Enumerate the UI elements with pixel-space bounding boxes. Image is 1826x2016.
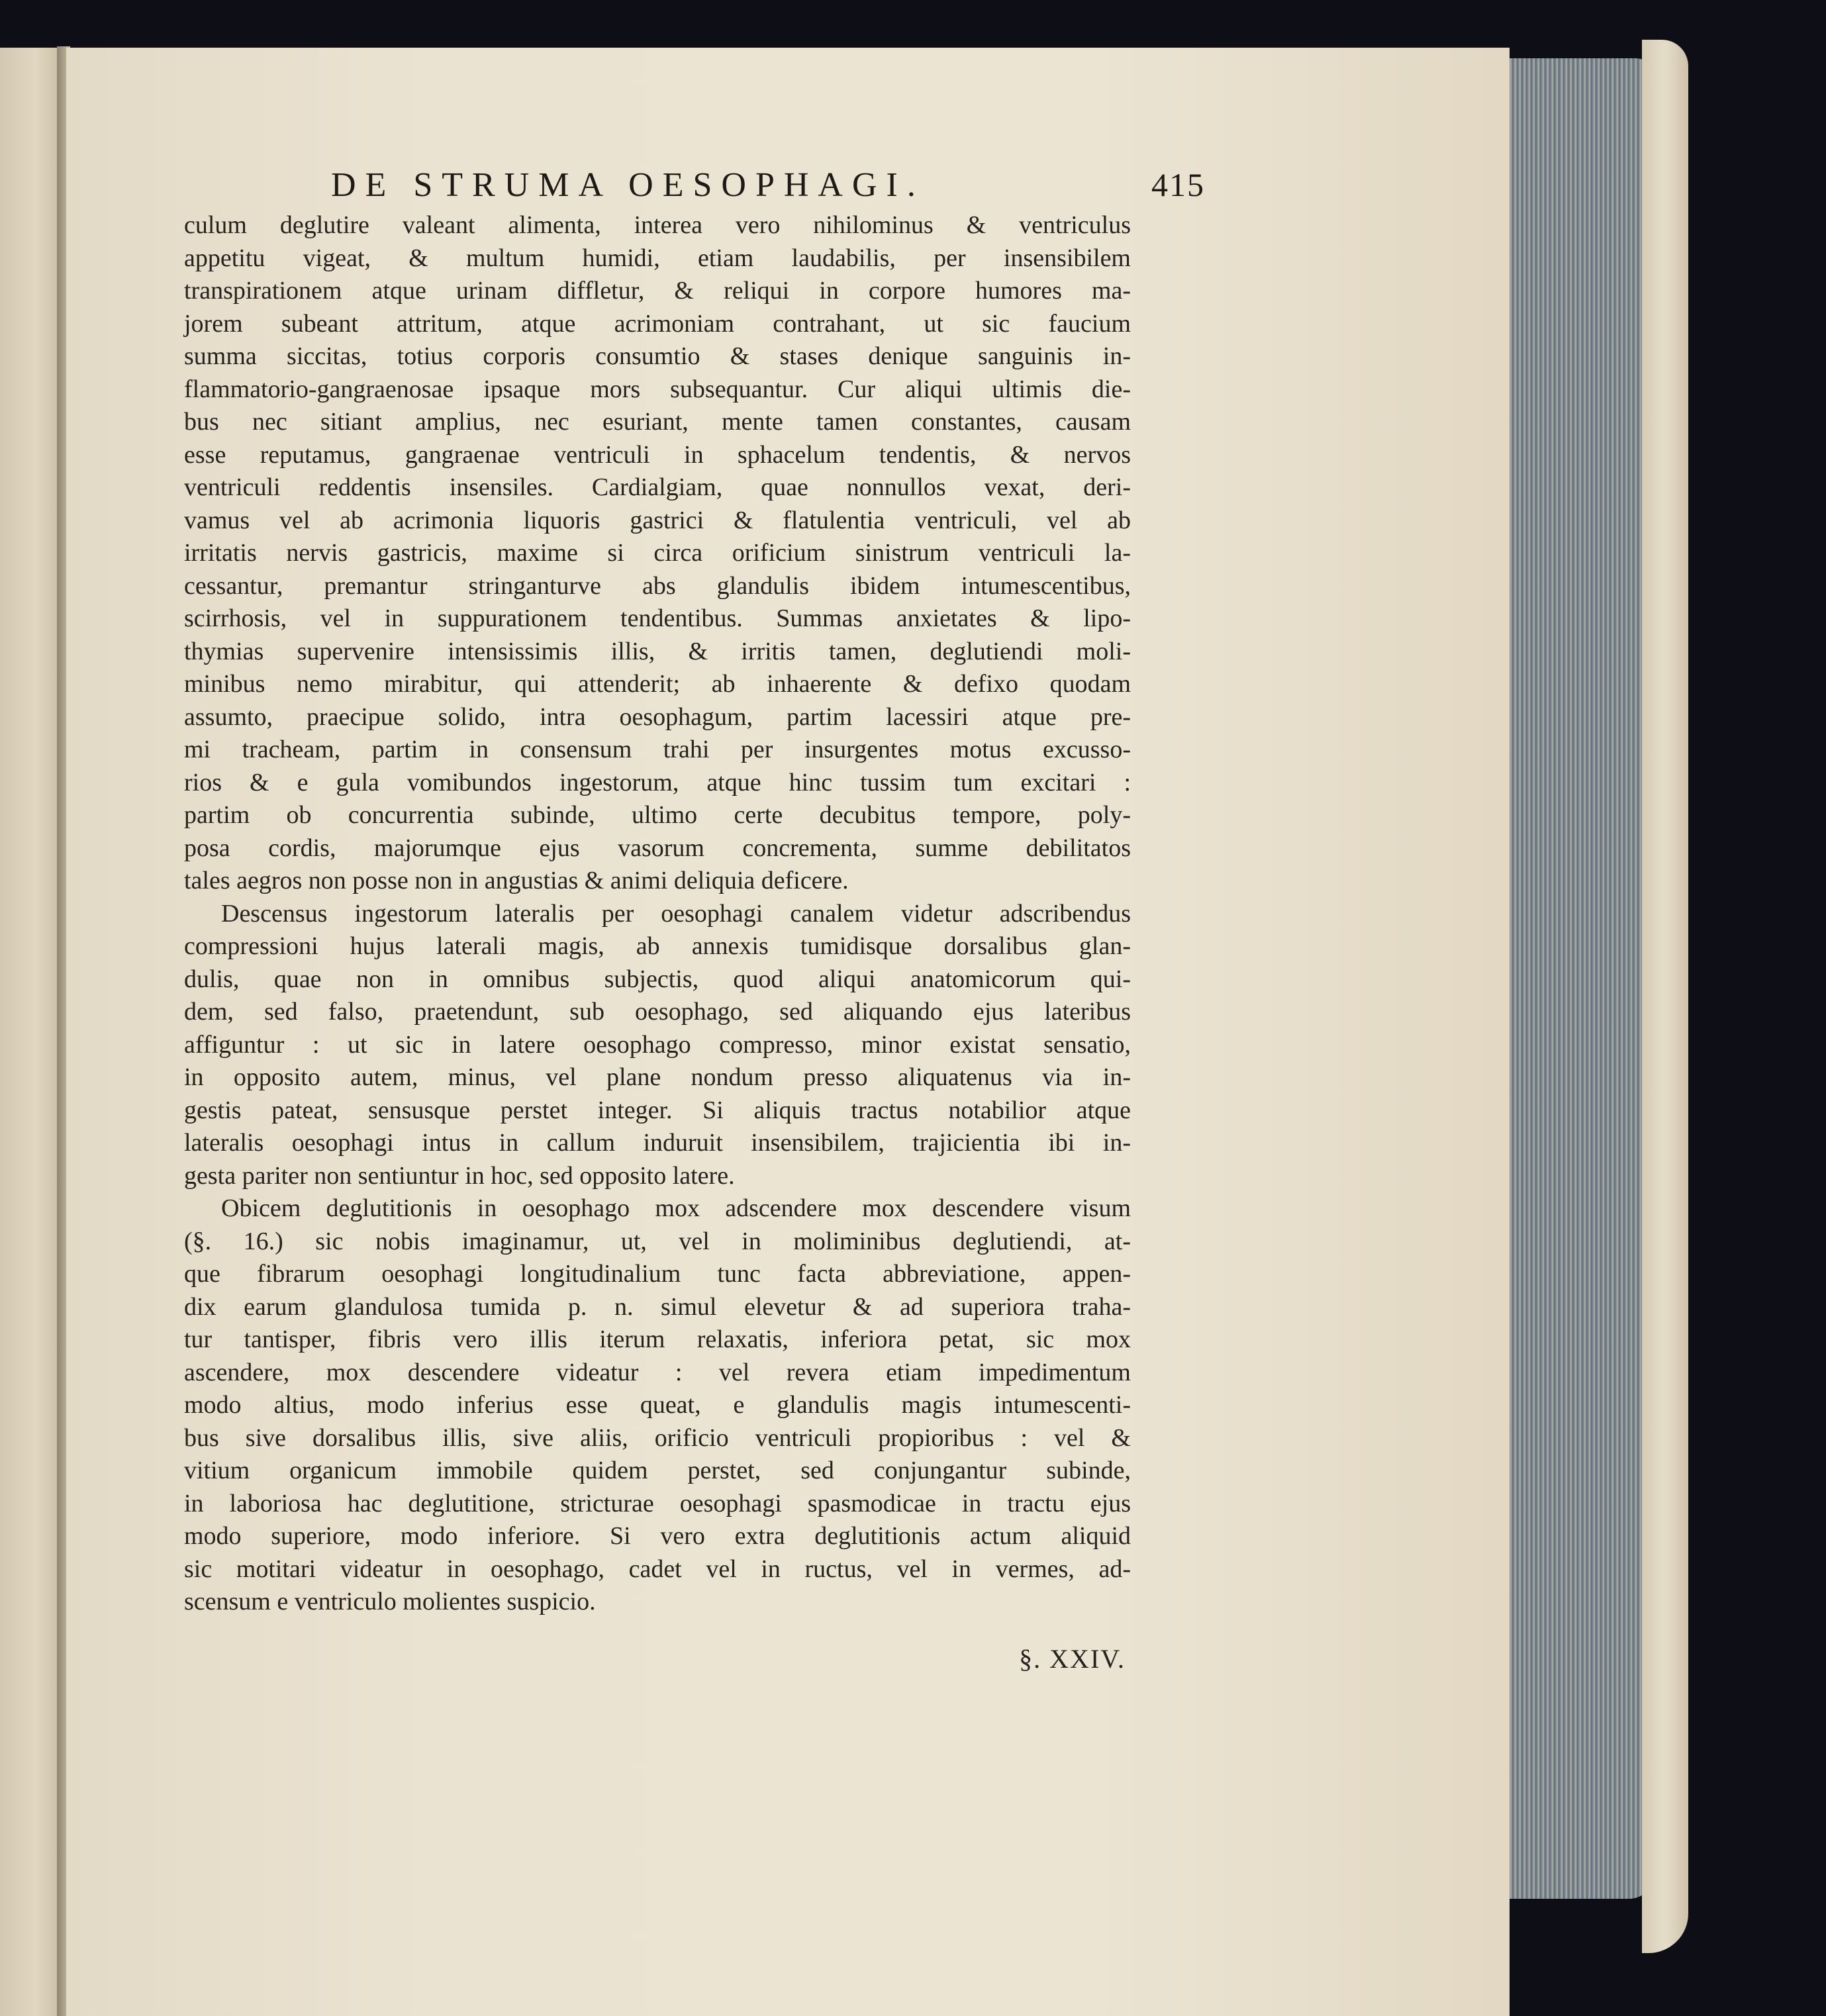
text-line: modo superiore, modo inferiore. Si vero extra deglutitionis actum aliquid: [184, 1522, 1131, 1550]
text-line: appetitu vigeat, & multum humidi, etiam laudabilis, per insensibilem: [184, 244, 1131, 272]
text-line: flammatorio-gangraenosae ipsaque mors subsequantur. Cur aliqui ultimis die-: [184, 375, 1131, 403]
page-block-edges: [1503, 58, 1655, 1899]
page-number: 415: [1151, 166, 1205, 203]
text-line: ventriculi reddentis insensiles. Cardialgiam, quae nonnullos vexat, deri-: [184, 473, 1131, 501]
text-line: minibus nemo mirabitur, qui attenderit; ab inhaerente & defixo quodam: [184, 670, 1131, 698]
text-line: bus sive dorsalibus illis, sive aliis, orificio ventriculi propioribus : vel &: [184, 1423, 1131, 1452]
text-line: scensum e ventriculo molientes suspicio.: [184, 1588, 596, 1615]
text-line: rios & e gula vomibundos ingestorum, atque hinc tussim tum excitari :: [184, 768, 1131, 796]
text-line: summa siccitas, totius corporis consumtio & stases denique sanguinis in-: [184, 342, 1131, 370]
text-line: ascendere, mox descendere videatur : vel revera etiam impedimentum: [184, 1358, 1131, 1386]
text-line: dix earum glandulosa tumida p. n. simul elevetur & ad superiora traha-: [184, 1292, 1131, 1321]
text-line: cessantur, premantur stringanturve abs glandulis ibidem intumescentibus,: [184, 571, 1131, 600]
catchword: §. XXIV.: [1019, 1644, 1126, 1674]
body-text: [184, 209, 1131, 1619]
text-line: bus nec sitiant amplius, nec esuriant, mente tamen constantes, causam: [184, 408, 1131, 436]
text-line: transpirationem atque urinam diffletur, & reliqui in corpore humores ma-: [184, 277, 1131, 305]
text-line: thymias supervenire intensissimis illis, & irritis tamen, deglutiendi moli-: [184, 637, 1131, 665]
text-line: in opposito autem, minus, vel plane nondum presso aliquatenus via in-: [184, 1063, 1131, 1091]
running-head-title: DE STRUMA OESOPHAGI.: [331, 166, 925, 204]
text-line: Descensus ingestorum lateralis per oesophagi canalem videtur adscribendus: [221, 899, 1131, 928]
text-line: affiguntur : ut sic in latere oesophago compresso, minor existat sensatio,: [184, 1030, 1131, 1059]
running-head: [331, 166, 1205, 212]
text-line: culum deglutire valeant alimenta, interea vero nihilominus & ventriculus: [184, 211, 1131, 239]
text-line: mi tracheam, partim in consensum trahi per insurgentes motus excusso-: [184, 736, 1131, 763]
text-line: assumto, praecipue solido, intra oesophagum, partim lacessiri atque pre-: [184, 702, 1131, 731]
text-line: que fibrarum oesophagi longitudinalium tunc facta abbreviatione, appen-: [184, 1260, 1131, 1288]
text-line: sic motitari videatur in oesophago, cadet vel in ructus, vel in vermes, ad-: [184, 1555, 1131, 1583]
text-line: gesta pariter non sentiuntur in hoc, sed opposito latere.: [184, 1161, 735, 1190]
book-cover-board: [1642, 40, 1688, 1953]
text-line: compressioni hujus laterali magis, ab annexis tumidisque dorsalibus glan-: [184, 932, 1131, 960]
text-line: modo altius, modo inferius esse queat, e glandulis magis intumescenti-: [184, 1391, 1131, 1419]
text-line: in laboriosa hac deglutitione, stricturae oesophagi spasmodicae in tractu ejus: [184, 1489, 1131, 1517]
text-line: vitium organicum immobile quidem perstet, sed conjungantur subinde,: [184, 1457, 1131, 1484]
text-line: Obicem deglutitionis in oesophago mox adscendere mox descendere visum: [221, 1194, 1131, 1222]
text-line: gestis pateat, sensusque perstet integer. Si aliquis tractus notabilior atque: [184, 1096, 1131, 1124]
text-line: irritatis nervis gastricis, maxime si circa orificium sinistrum ventriculi la-: [184, 539, 1131, 567]
text-line: esse reputamus, gangraenae ventriculi in sphacelum tendentis, & nervos: [184, 440, 1131, 469]
text-line: jorem subeant attritum, atque acrimoniam contrahant, ut sic faucium: [184, 309, 1131, 338]
text-line: (§. 16.) sic nobis imaginamur, ut, vel in moliminibus deglutiendi, at-: [184, 1227, 1131, 1255]
text-line: dulis, quae non in omnibus subjectis, quod aliqui anatomicorum qui-: [184, 965, 1131, 993]
text-line: vamus vel ab acrimonia liquoris gastrici & flatulentia ventriculi, vel ab: [184, 506, 1131, 534]
text-line: tur tantisper, fibris vero illis iterum relaxatis, inferiora petat, sic mox: [184, 1325, 1131, 1353]
text-line: dem, sed falso, praetendunt, sub oesophago, sed aliquando ejus lateribus: [184, 998, 1131, 1026]
text-line: scirrhosis, vel in suppurationem tendentibus. Summas anxietates & lipo-: [184, 604, 1131, 632]
text-line: partim ob concurrentia subinde, ultimo certe decubitus tempore, poly-: [184, 801, 1131, 829]
previous-page-edge: [0, 48, 60, 2016]
text-line: lateralis oesophagi intus in callum induruit insensibilem, trajicientia ibi in-: [184, 1129, 1131, 1157]
text-line: tales aegros non posse non in angustias & animi deliquia deficere.: [184, 867, 849, 894]
text-line: posa cordis, majorumque ejus vasorum concrementa, summe debilitatos: [184, 834, 1131, 862]
